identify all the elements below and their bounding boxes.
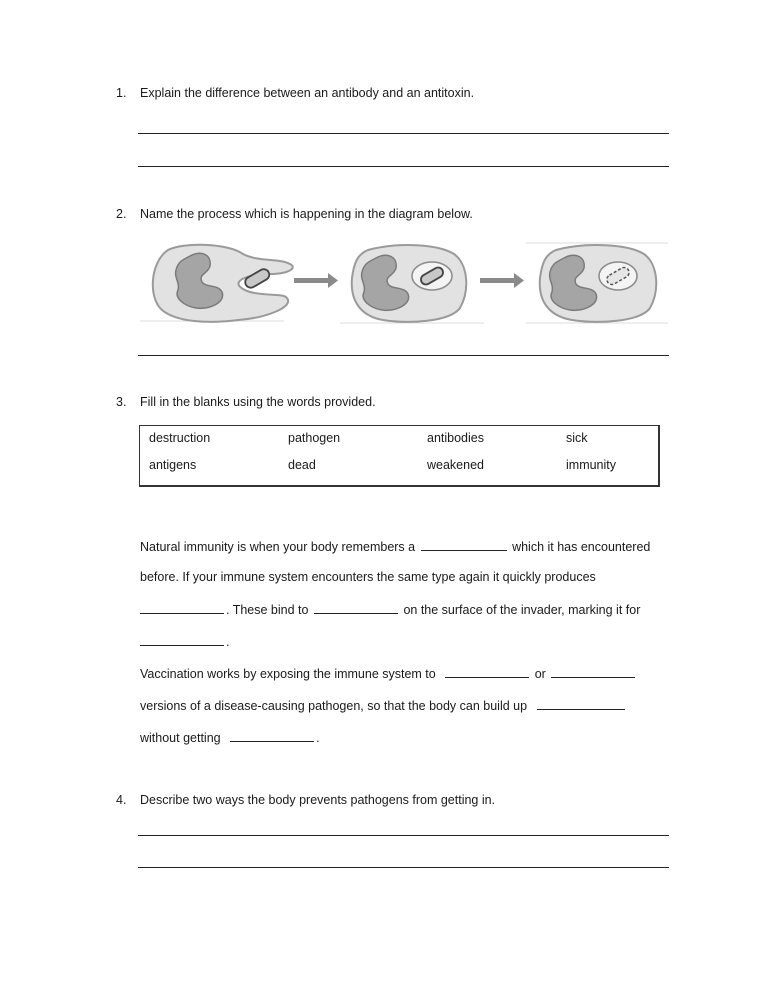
- phagocyte-digesting-stage: [526, 243, 668, 323]
- word-bank-item: pathogen: [288, 431, 341, 445]
- blank-field[interactable]: [445, 665, 529, 678]
- question-2-text: Name the process which is happening in the diagram below.: [140, 207, 473, 221]
- question-3-text: Fill in the blanks using the words provided.: [140, 395, 376, 409]
- word-bank: [139, 425, 660, 487]
- sentence-text: .: [226, 635, 230, 649]
- sentence-text: versions of a disease-causing pathogen, so that the body can build up: [140, 699, 528, 713]
- fill-in-line: [140, 570, 596, 584]
- sentence-text: on the surface of the invader, marking it for: [403, 603, 641, 617]
- sentence-text: or: [534, 667, 546, 681]
- sentence-text: which it has encountered: [512, 540, 651, 554]
- fill-in-line: [140, 633, 229, 649]
- blank-field[interactable]: [140, 601, 224, 614]
- word-bank-item: antigens: [149, 458, 197, 472]
- answer-line[interactable]: [138, 355, 669, 356]
- word-bank-item: sick: [566, 431, 588, 445]
- word-bank-item: antibodies: [427, 431, 484, 445]
- word-bank-item: dead: [288, 458, 316, 472]
- arrow-right-icon: [294, 273, 338, 288]
- question-3-number: 3.: [116, 395, 127, 409]
- fill-in-line: [140, 538, 650, 554]
- sentence-text: without getting: [140, 731, 221, 745]
- question-2-number: 2.: [116, 207, 127, 221]
- sentence-text: .: [316, 731, 320, 745]
- word-bank-item: weakened: [427, 458, 484, 472]
- question-1-number: 1.: [116, 86, 127, 100]
- fill-in-line: [140, 601, 640, 617]
- blank-field[interactable]: [537, 697, 625, 710]
- sentence-text: . These bind to: [226, 603, 309, 617]
- answer-line[interactable]: [138, 133, 669, 134]
- blank-field[interactable]: [551, 665, 635, 678]
- fill-in-line: [140, 697, 627, 713]
- word-bank-item: destruction: [149, 431, 211, 445]
- question-1-text: Explain the difference between an antibody and an antitoxin.: [140, 86, 475, 100]
- blank-field[interactable]: [140, 633, 224, 646]
- question-4-text: Describe two ways the body prevents pathogens from getting in.: [140, 793, 496, 807]
- fill-in-line: [140, 729, 320, 745]
- phagocytosis-diagram: [138, 240, 670, 328]
- blank-field[interactable]: [230, 729, 314, 742]
- arrow-right-icon: [480, 273, 524, 288]
- blank-field[interactable]: [421, 538, 507, 551]
- blank-field[interactable]: [314, 601, 398, 614]
- question-4-number: 4.: [116, 793, 127, 807]
- sentence-text: Vaccination works by exposing the immune system to: [140, 667, 436, 681]
- phagocyte-cell: [153, 245, 293, 322]
- phagocyte-enclosed-stage: [340, 245, 484, 323]
- word-bank-item: immunity: [566, 458, 617, 472]
- sentence-text: before. If your immune system encounters the same type again it quickly produces: [140, 570, 596, 584]
- answer-line[interactable]: [138, 166, 669, 167]
- sentence-text: Natural immunity is when your body remembers a: [140, 540, 416, 554]
- fill-in-line: [140, 665, 637, 681]
- answer-line[interactable]: [138, 835, 669, 836]
- answer-line[interactable]: [138, 867, 669, 868]
- phagocyte-engulfing-stage: [140, 245, 293, 322]
